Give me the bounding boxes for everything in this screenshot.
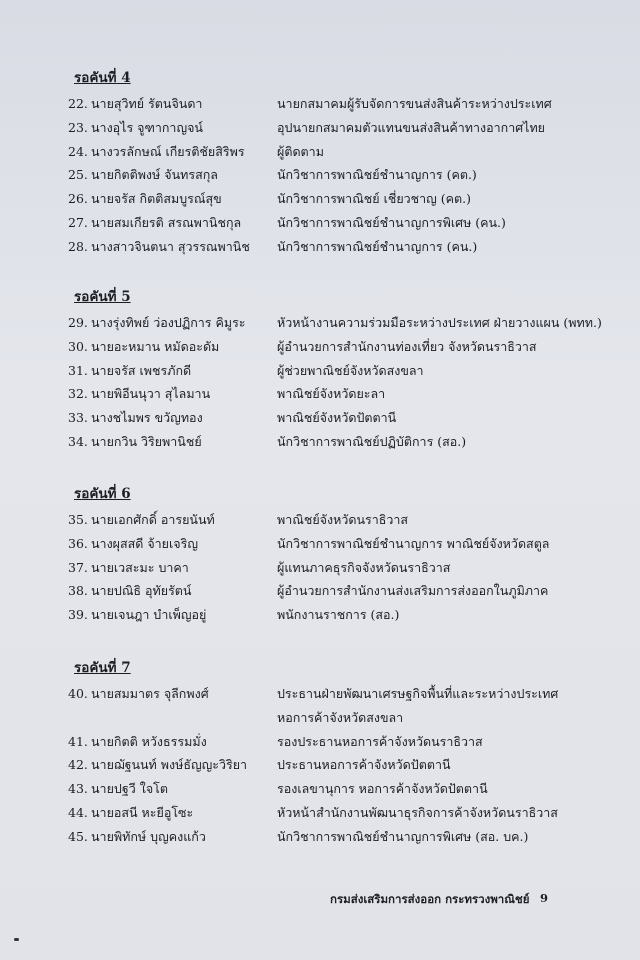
list-item [64, 211, 604, 235]
person-position: นักวิชาการพาณิชย์ชำนาญการ (คน.) [277, 238, 478, 254]
person-name: นายจรัส เพชรภักดี [91, 362, 192, 378]
list-item [64, 825, 604, 849]
person-name: นางชไมพร ขวัญทอง [91, 410, 203, 426]
list-item [64, 163, 604, 187]
person-position: นายกสมาคมผู้รับจัดการขนส่งสินค้าระหว่างประเทศ [277, 96, 552, 111]
person-name: นายจรัส กิตติสมบูรณ์สุข [91, 191, 222, 207]
item-number: 25. [68, 167, 88, 183]
list-item [64, 359, 604, 383]
person-name: นายกิตติ หวังธรรมมั่ง [91, 733, 207, 749]
item-number: 37. [68, 559, 88, 575]
person-name: นายฌัฐนนท์ พงษ์ธัญญะวิริยา [91, 757, 248, 773]
list-item [64, 579, 604, 603]
person-name: นายสุวิทย์ รัตนจินดา [91, 96, 203, 111]
list-item [64, 311, 604, 335]
item-number: 27. [68, 214, 88, 230]
list-item [64, 335, 604, 359]
person-position: พาณิชย์จังหวัดยะลา [277, 386, 386, 402]
person-position: รองประธานหอการค้าจังหวัดนราธิวาส [277, 733, 483, 749]
list-item [64, 140, 604, 164]
person-name: นายพิอีนนุวา สุไลมาน [91, 386, 211, 402]
group-heading: รอคันที่ 4 [74, 70, 131, 86]
item-number: 28. [68, 238, 88, 254]
person-name: นายสมเกียรติ สรณพานิชกุล [91, 214, 242, 230]
item-number: 23. [68, 119, 88, 135]
person-position: พนักงานราชการ (สอ.) [277, 607, 400, 623]
item-number: 43. [68, 781, 88, 797]
person-position: พาณิชย์จังหวัดนราธิวาส [277, 512, 409, 527]
list-item [64, 556, 604, 580]
person-position: นักวิชาการพาณิชย์ปฏิบัติการ (สอ.) [277, 433, 467, 449]
person-position: พาณิชย์จังหวัดปัตตานี [277, 410, 397, 426]
person-name: นายกวิน วิริยพานิชย์ [91, 433, 202, 449]
item-number: 41. [68, 733, 88, 749]
item-number: 36. [68, 535, 88, 551]
page-number: 9 [540, 891, 549, 905]
group-car-5 [64, 287, 604, 454]
list-item [64, 508, 604, 532]
person-name: นางรุ่งทิพย์ ว่องปฏิการ คิมูระ [91, 315, 246, 330]
list-item [64, 706, 604, 730]
item-number: 26. [68, 191, 88, 207]
item-number: 42. [68, 757, 88, 773]
person-position: ผู้ติดตาม [277, 143, 324, 159]
item-number: 30. [68, 338, 88, 354]
list-item [64, 730, 604, 754]
list-item [64, 187, 604, 211]
item-number: 40. [68, 686, 88, 701]
group-car-6 [64, 484, 604, 627]
person-position: ผู้ช่วยพาณิชย์จังหวัดสงขลา [277, 362, 424, 378]
group-heading: รอคันที่ 7 [74, 660, 131, 676]
person-name: นายพิทักษ์ บุญคงแก้ว [91, 828, 206, 844]
item-number: 31. [68, 362, 88, 378]
person-name: นายปฐวี ใจโต [91, 781, 168, 797]
person-position: หอการค้าจังหวัดสงขลา [277, 709, 404, 725]
person-position: นักวิชาการพาณิชย์ชำนาญการ (คต.) [277, 167, 477, 183]
footer-org: กรมส่งเสริมการส่งออก กระทรวงพาณิชย์ [330, 892, 530, 906]
person-position: อุปนายกสมาคมตัวแทนขนส่งสินค้าทางอากาศไทย [277, 119, 546, 135]
group-heading: รอคันที่ 5 [74, 289, 131, 305]
person-name: นางสาวจินตนา สุวรรณพานิช [91, 238, 250, 254]
person-position: ผู้อำนวยการสำนักงานส่งเสริมการส่งออกในภูมิภาค [277, 583, 549, 599]
person-position: นักวิชาการพาณิชย์ชำนาญการ พาณิชย์จังหวัดสตูล [277, 535, 550, 551]
list-item [64, 382, 604, 406]
item-number: 44. [68, 804, 88, 820]
group-car-7 [64, 658, 604, 849]
list-item [64, 235, 604, 259]
person-position: หัวหน้างานความร่วมมือระหว่างประเทศ ฝ่ายวางแผน (พทท.) [277, 315, 602, 330]
person-name: นายปณิธิ อุทัยรัตน์ [91, 583, 192, 599]
person-position: นักวิชาการพาณิชย์ เชี่ยวชาญ (คต.) [277, 191, 472, 207]
list-item [64, 753, 604, 777]
item-number: 39. [68, 607, 88, 623]
person-position: หัวหน้าสำนักงานพัฒนาธุรกิจการค้าจังหวัดนราธิวาส [277, 804, 558, 820]
item-number: 38. [68, 583, 88, 599]
person-name: นายสมมาตร จุลีกพงศ์ [91, 686, 209, 701]
list-item [64, 603, 604, 627]
person-name: นายกิตติพงษ์ จันทรสกุล [91, 167, 218, 183]
person-position: ประธานหอการค้าจังหวัดปัตตานี [277, 757, 451, 773]
item-number: 24. [68, 143, 88, 159]
group-car-4 [64, 68, 604, 259]
list-item [64, 682, 604, 706]
list-item [64, 92, 604, 116]
item-number: 35. [68, 512, 88, 527]
list-item [64, 801, 604, 825]
person-name: นายเวสะมะ บาคา [91, 559, 189, 575]
person-name: นางวรลักษณ์ เกียรติชัยสิริพร [91, 143, 245, 159]
item-number: 29. [68, 315, 88, 330]
ink-mark [14, 938, 19, 941]
item-number: 22. [68, 96, 88, 111]
person-name: นายอสนี หะยีอูโซะ [91, 804, 194, 820]
person-name: นางอุไร จูฑากาญจน์ [91, 119, 203, 135]
item-number: 45. [68, 828, 88, 844]
person-name: นายเจนฎา บำเพ็ญอยู่ [91, 607, 207, 623]
person-name: นายเอกศักดิ์ อารยนันท์ [91, 512, 215, 527]
person-position: ผู้แทนภาคธุรกิจจังหวัดนราธิวาส [277, 559, 451, 575]
person-position: ประธานฝ่ายพัฒนาเศรษฐกิจพื้นที่และระหว่างประเทศ [277, 686, 559, 701]
person-position: นักวิชาการพาณิชย์ชำนาญการพิเศษ (สอ. บค.) [277, 828, 529, 844]
list-item [64, 406, 604, 430]
person-name: นายอะหมาน หมัดอะดัม [91, 338, 220, 354]
item-number: 34. [68, 433, 88, 449]
item-number: 32. [68, 386, 88, 402]
person-position: นักวิชาการพาณิชย์ชำนาญการพิเศษ (คน.) [277, 214, 506, 230]
list-item [64, 777, 604, 801]
person-position: ผู้อำนวยการสำนักงานท่องเที่ยว จังหวัดนราธิวาส [277, 338, 537, 354]
person-position: รองเลขานุการ หอการค้าจังหวัดปัตตานี [277, 781, 488, 797]
group-heading: รอคันที่ 6 [74, 486, 131, 502]
list-item [64, 532, 604, 556]
list-item [64, 116, 604, 140]
list-item [64, 430, 604, 454]
person-name: นางผุสสดี จ้ายเจริญ [91, 535, 198, 551]
item-number: 33. [68, 410, 88, 426]
